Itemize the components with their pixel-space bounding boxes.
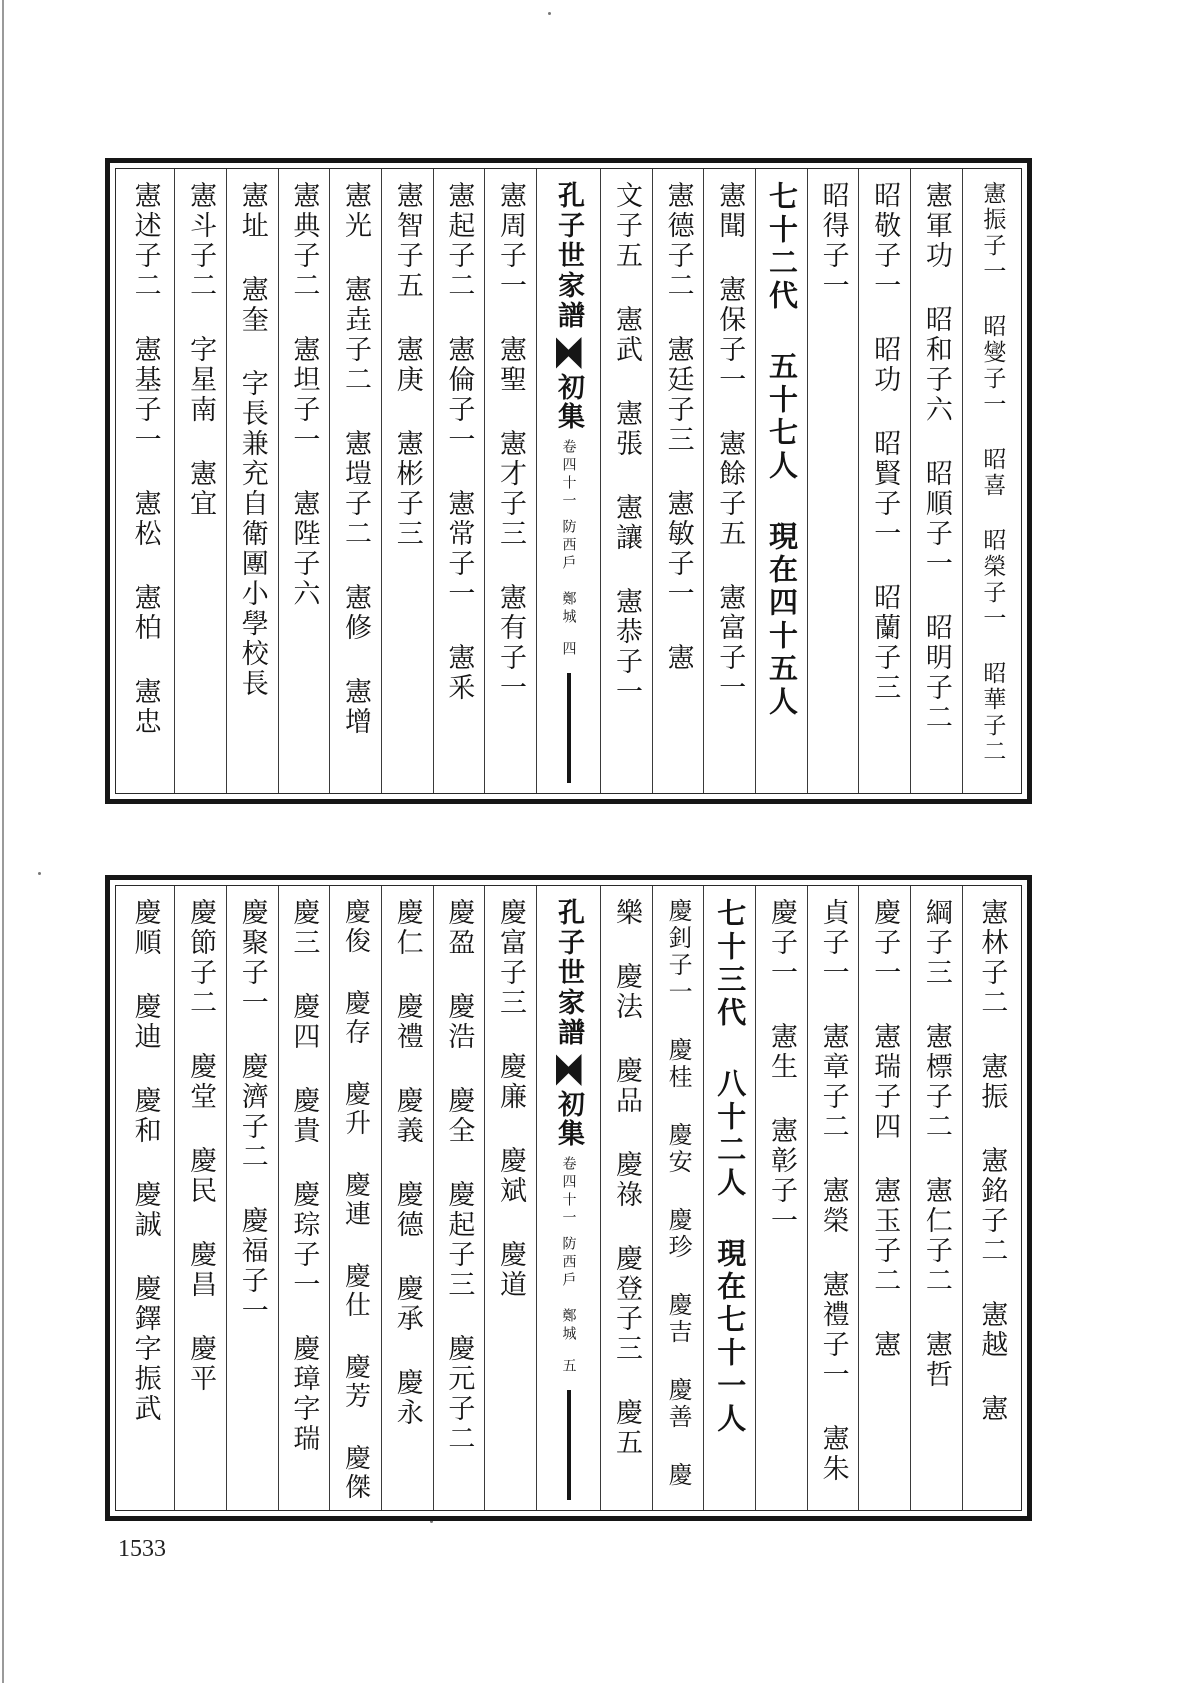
page-number: 五 [560, 1358, 577, 1376]
centerfold [536, 886, 600, 1510]
genealogy-column: 憲周子一 憲聖 憲才子三 憲有子一 [484, 169, 536, 793]
genealogy-column: 慶三 慶四 慶貴 慶琮子一 慶璋字瑞 [278, 886, 330, 1510]
lower-page-block [105, 875, 1032, 1521]
genealogy-column: 綱子三 憲標子二 憲仁子二 憲哲 [910, 886, 962, 1510]
centerfold-bar [567, 673, 571, 783]
lower-page-columns [115, 885, 1022, 1511]
genealogy-column: 慶釗子一 慶桂 慶安 慶珍 慶吉 慶善 慶 [652, 886, 704, 1510]
genealogy-column: 憲斗子二 字星南 憲宜 [174, 169, 226, 793]
genealogy-column: 慶節子二 慶堂 慶民 慶昌 慶平 [174, 886, 226, 1510]
generation-heading-column: 七十二代 五十七人 現在四十五人 [755, 169, 807, 793]
genealogy-column: 慶仁 慶禮 慶義 慶德 慶承 慶永 [381, 886, 433, 1510]
genealogy-column: 憲光 憲垚子二 憲塏子二 憲修 憲增 [329, 169, 381, 793]
centerfold-bar [567, 1390, 571, 1500]
upper-page-block [105, 158, 1032, 804]
genealogy-column: 慶俊 慶存 慶升 慶連 慶仕 慶芳 慶傑 [329, 886, 381, 1510]
fish-tail-mark-icon [556, 1054, 582, 1086]
fish-tail-mark-icon [556, 337, 582, 369]
upper-page-columns [115, 168, 1022, 794]
book-title: 孔子世家譜 [553, 181, 584, 331]
scan-edge-rule [2, 0, 4, 1683]
genealogy-column: 憲起子二 憲倫子一 憲常子一 憲釆 [433, 169, 485, 793]
genealogy-column: 樂 慶法 慶品 慶祿 慶登子三 慶五 [600, 886, 652, 1510]
branch-label: 防西戶 鄭城 [560, 519, 577, 627]
genealogy-column: 憲振子一 昭燮子一 昭喜 昭榮子一 昭華子二 [962, 169, 1021, 793]
genealogy-column: 憲軍功 昭和子六 昭順子一 昭明子二 [910, 169, 962, 793]
branch-label: 防西戶 鄭城 [560, 1236, 577, 1344]
volume-label: 卷四十一 [560, 1156, 577, 1228]
centerfold [536, 169, 600, 793]
genealogy-column: 憲典子二 憲坦子一 憲陛子六 [278, 169, 330, 793]
genealogy-column: 貞子一 憲章子二 憲榮 憲禮子一 憲朱 [807, 886, 859, 1510]
genealogy-column: 文子五 憲武 憲張 憲讓 憲恭子一 [600, 169, 652, 793]
book-title: 孔子世家譜 [553, 898, 584, 1048]
genealogy-column: 慶聚子一 慶濟子二 慶福子一 [226, 886, 278, 1510]
genealogy-column: 憲聞 憲保子一 憲餘子五 憲富子一 [703, 169, 755, 793]
scan-speck [38, 872, 41, 875]
series-label: 初集 [553, 1090, 584, 1148]
generation-heading-column: 七十三代 八十二人 現在七十一人 [703, 886, 755, 1510]
page-number: 四 [560, 641, 577, 659]
genealogy-column: 憲址 憲奎 字長兼充自衛團小學校長 [226, 169, 278, 793]
genealogy-column: 昭得子一 [807, 169, 859, 793]
genealogy-column: 慶子一 憲生 憲彰子一 [755, 886, 807, 1510]
genealogy-column: 憲述子二 憲基子一 憲松 憲柏 憲忠 [129, 181, 161, 737]
genealogy-column: 慶子一 憲瑞子四 憲玉子二 憲 [858, 886, 910, 1510]
genealogy-column: 昭敬子一 昭功 昭賢子一 昭蘭子三 [858, 169, 910, 793]
genealogy-column: 慶順 慶迪 慶和 慶誠 慶鐸字振武 [129, 898, 161, 1424]
scan-speck [548, 12, 551, 15]
genealogy-column: 憲林子二 憲振 憲銘子二 憲越 憲 [962, 886, 1021, 1510]
genealogy-column: 憲德子二 憲廷子三 憲敏子一 憲 [652, 169, 704, 793]
genealogy-column: 憲智子五 憲庚 憲彬子三 [381, 169, 433, 793]
volume-label: 卷四十一 [560, 439, 577, 511]
genealogy-column: 慶盈 慶浩 慶全 慶起子三 慶元子二 [433, 886, 485, 1510]
folio-number: 1533 [118, 1536, 166, 1562]
series-label: 初集 [553, 373, 584, 431]
genealogy-column: 慶富子三 慶廉 慶斌 慶道 [484, 886, 536, 1510]
